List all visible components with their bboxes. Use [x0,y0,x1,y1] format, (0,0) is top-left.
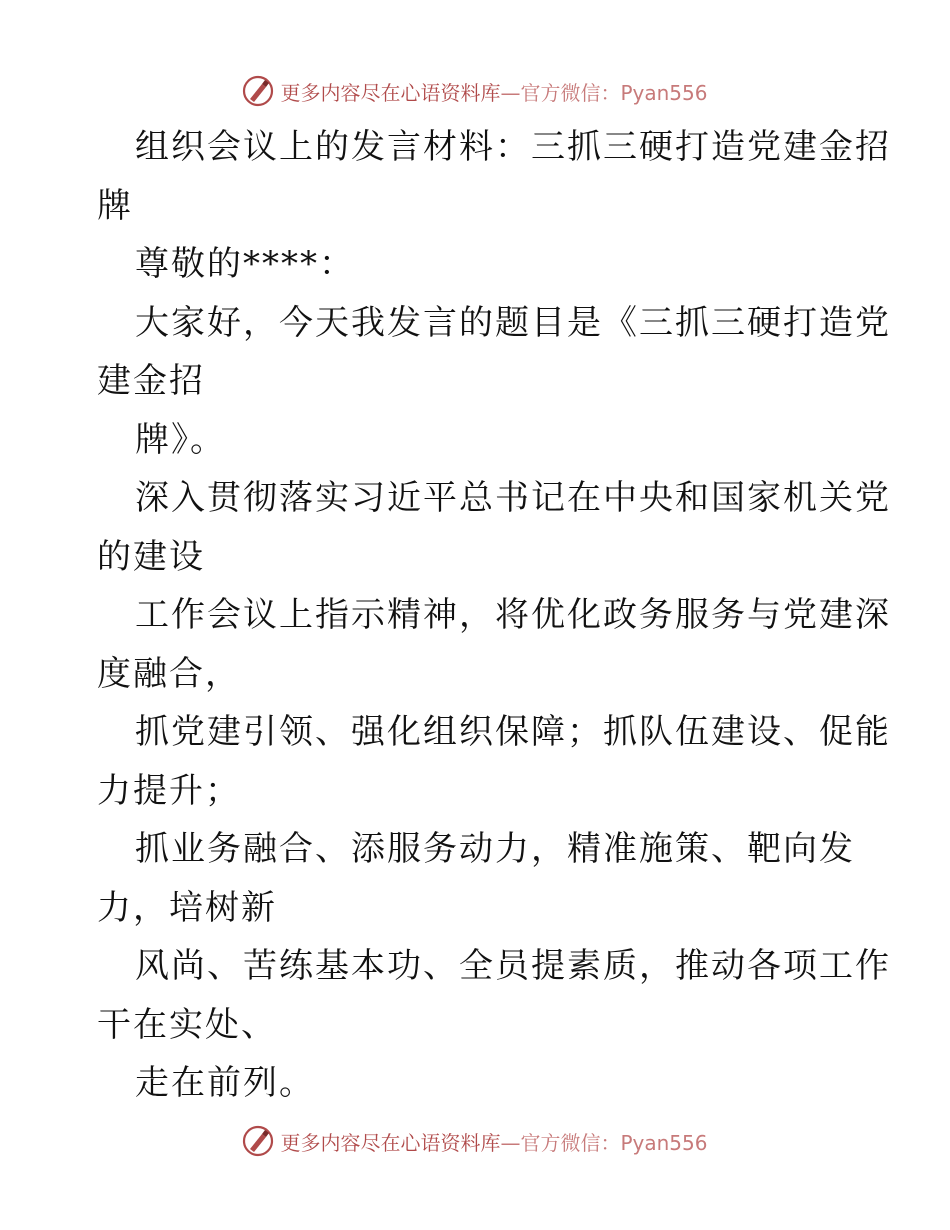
document-body [97,118,891,1113]
watermark-text: 更多内容尽在心语资料库—官方微信：Pyan556 [280,80,708,105]
paragraph-line: 牌》。 [135,419,226,460]
pen-logo-icon [242,1125,274,1157]
page-footer-watermark [0,1121,950,1161]
paragraph-line: 深入贯彻落实习近平总书记在中央和国家机关党 [135,478,891,518]
paragraph-line: 建金招 [97,361,205,401]
document-title-line-1: 组织会议上的发言材料：三抓三硬打造党建金招 [135,127,891,167]
paragraph-line: 大家好，今天我发言的题目是《三抓三硬打造党 [135,302,891,343]
page-header-watermark [0,71,950,111]
paragraph-line: 风尚、苦练基本功、全员提素质，推动各项工作 [135,946,891,986]
paragraph-line: 干在实处、 [97,1004,277,1045]
paragraph-line: 度融合， [97,653,241,694]
salutation: 尊敬的****： [135,244,355,284]
paragraph-line: 走在前列。 [135,1063,315,1103]
pen-logo-icon [242,75,274,107]
paragraph-line: 力提升； [97,770,241,811]
watermark-text: 更多内容尽在心语资料库—官方微信：Pyan556 [280,1130,708,1155]
paragraph-line: 工作会议上指示精神，将优化政务服务与党建深 [135,595,891,635]
document-title-line-2: 牌 [97,185,133,226]
paragraph-line: 的建设 [97,536,205,577]
paragraph-line: 力，培树新 [97,887,277,928]
paragraph-line: 抓党建引领、强化组织保障；抓队伍建设、促能 [135,712,891,752]
paragraph-line: 抓业务融合、添服务动力，精准施策、靶向发 [135,829,855,869]
